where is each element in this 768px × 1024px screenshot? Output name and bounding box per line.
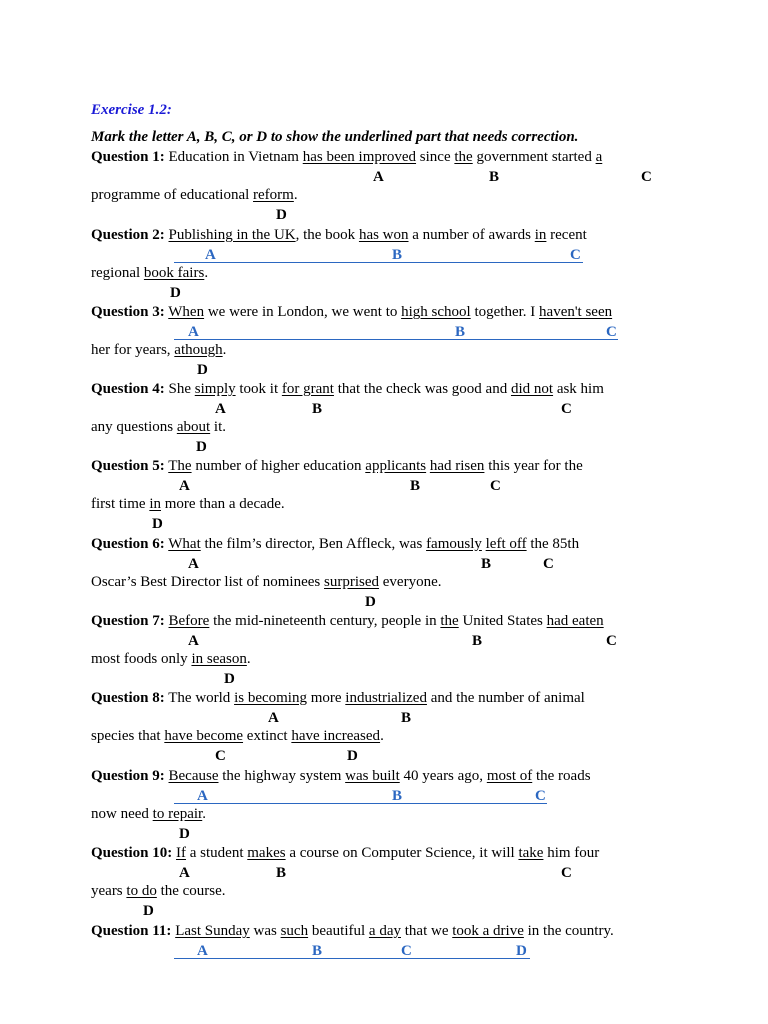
underlined-part: is becoming — [234, 690, 307, 706]
question-10-line-2 — [91, 883, 226, 900]
answer-letter-c: C — [490, 478, 501, 494]
text-segment: . — [293, 187, 298, 203]
text-segment: a student — [186, 845, 248, 861]
underlined-part: in — [149, 496, 161, 512]
answer-rule — [174, 958, 530, 959]
answer-letter-a: A — [188, 633, 199, 649]
question-label: Question 3: — [91, 304, 165, 320]
answer-letter-c: C — [401, 943, 412, 959]
question-11-line-1 — [91, 923, 614, 940]
text-segment: that the check was good and — [333, 381, 511, 397]
answer-letter-b: B — [481, 556, 492, 572]
question-8-line-1 — [91, 690, 585, 707]
text-segment: 40 years ago, — [399, 768, 487, 784]
text-segment: more than a decade. — [161, 496, 285, 512]
text-segment: . — [380, 728, 384, 744]
text-segment: now need — [91, 806, 153, 822]
question-8-line-2 — [91, 728, 384, 745]
text-segment: recent — [546, 227, 587, 243]
text-segment: United States — [458, 613, 547, 629]
underlined-part: to repair — [152, 806, 203, 822]
answer-letter-d: D — [224, 671, 235, 687]
answer-letter-c: C — [215, 748, 226, 764]
text-segment: first time — [91, 496, 150, 512]
underlined-part: a day — [368, 923, 401, 939]
underlined-part: book fairs — [143, 265, 205, 281]
question-1-line-2 — [91, 187, 298, 204]
underlined-part: had risen — [429, 458, 485, 474]
underlined-part: have become — [164, 728, 244, 744]
underlined-part: The — [168, 458, 192, 474]
answer-letter-b: B — [276, 865, 287, 881]
text-segment: Education in Vietnam — [164, 149, 303, 165]
text-segment: a course on Computer Science, it will — [285, 845, 519, 861]
answer-letter-b: B — [410, 478, 421, 494]
underlined-part: When — [168, 304, 205, 320]
question-1-line-1 — [91, 149, 602, 166]
underlined-part: about — [176, 419, 211, 435]
text-segment: . — [204, 265, 209, 281]
underlined-part: the — [440, 613, 459, 629]
text-segment: was — [249, 923, 281, 939]
text-segment: took it — [235, 381, 282, 397]
text-segment: programme of educational — [91, 187, 254, 203]
text-segment: the course. — [156, 883, 226, 899]
answer-rule — [174, 339, 618, 340]
answer-letter-c: C — [535, 788, 546, 804]
answer-letter-a: A — [197, 943, 208, 959]
underlined-part: did not — [510, 381, 554, 397]
text-segment: regional — [91, 265, 144, 281]
underlined-part: had eaten — [546, 613, 604, 629]
answer-letter-d: D — [152, 516, 163, 532]
answer-letter-a: A — [179, 865, 190, 881]
answer-letter-a: A — [197, 788, 208, 804]
text-segment: that we — [401, 923, 453, 939]
text-segment: most foods only — [91, 651, 192, 667]
text-segment: , the book — [295, 227, 359, 243]
underlined-part: took a drive — [452, 923, 524, 939]
text-segment: her for years, — [91, 342, 175, 358]
exercise-title: Exercise 1.2: — [91, 102, 172, 118]
underlined-part: applicants — [365, 458, 427, 474]
answer-letter-d: D — [347, 748, 358, 764]
answer-letter-a: A — [188, 556, 199, 572]
question-7-line-1 — [91, 613, 604, 630]
underlined-part: athough — [174, 342, 223, 358]
text-segment: years — [91, 883, 127, 899]
question-label: Question 6: — [91, 536, 165, 552]
question-label: Question 4: — [91, 381, 165, 397]
answer-letter-c: C — [570, 247, 581, 263]
question-7-line-2 — [91, 651, 251, 668]
text-segment: government started — [472, 149, 596, 165]
underlined-part: for grant — [281, 381, 334, 397]
text-segment: the film’s director, Ben Affleck, was — [200, 536, 427, 552]
answer-letter-b: B — [455, 324, 466, 340]
underlined-part: has won — [358, 227, 409, 243]
text-segment: the highway system — [218, 768, 346, 784]
text-segment: The world — [164, 690, 235, 706]
question-2-line-1 — [91, 227, 587, 244]
underlined-part: Publishing in the UK — [168, 227, 296, 243]
underlined-part: a — [595, 149, 603, 165]
text-segment: we were in London, we went to — [204, 304, 402, 320]
text-segment: . — [222, 342, 227, 358]
underlined-part: to do — [126, 883, 157, 899]
answer-letter-a: A — [373, 169, 384, 185]
text-segment: . — [246, 651, 251, 667]
question-label: Question 9: — [91, 768, 165, 784]
question-9-line-2 — [91, 806, 206, 823]
answer-letter-c: C — [561, 865, 572, 881]
text-segment: species that — [91, 728, 165, 744]
underlined-part: such — [280, 923, 309, 939]
answer-letter-d: D — [179, 826, 190, 842]
underlined-part: haven't seen — [539, 304, 613, 320]
text-segment: this year for the — [484, 458, 583, 474]
question-10-line-1 — [91, 845, 599, 862]
answer-letter-c: C — [543, 556, 554, 572]
text-segment: in the country. — [523, 923, 614, 939]
underlined-part: famously — [426, 536, 482, 552]
question-label: Question 10: — [91, 845, 173, 861]
question-label: Question 7: — [91, 613, 165, 629]
underlined-part: most of — [486, 768, 533, 784]
text-segment: any questions — [91, 419, 177, 435]
answer-letter-d: D — [196, 439, 207, 455]
text-segment: since — [416, 149, 455, 165]
answer-letter-a: A — [179, 478, 190, 494]
text-segment: the mid-nineteenth century, people in — [209, 613, 441, 629]
text-segment: number of higher education — [191, 458, 366, 474]
text-segment: . — [202, 806, 206, 822]
question-label: Question 8: — [91, 690, 165, 706]
question-6-line-1 — [91, 536, 579, 553]
text-segment: together. I — [470, 304, 540, 320]
answer-letter-a: A — [205, 247, 216, 263]
answer-letter-b: B — [312, 401, 323, 417]
underlined-part: Last Sunday — [175, 923, 250, 939]
underlined-part: makes — [247, 845, 286, 861]
answer-letter-c: C — [641, 169, 652, 185]
text-segment: it. — [210, 419, 226, 435]
underlined-part: Because — [168, 768, 219, 784]
question-9-line-1 — [91, 768, 591, 785]
question-5-line-1 — [91, 458, 583, 475]
text-segment: beautiful — [308, 923, 369, 939]
question-3-line-2 — [91, 342, 226, 359]
answer-letter-c: C — [606, 324, 617, 340]
answer-letter-b: B — [401, 710, 412, 726]
underlined-part: What — [168, 536, 201, 552]
question-4-line-2 — [91, 419, 226, 436]
underlined-part: was built — [345, 768, 400, 784]
text-segment: She — [164, 381, 195, 397]
text-segment: ask him — [553, 381, 604, 397]
text-segment: the roads — [532, 768, 591, 784]
question-label: Question 2: — [91, 227, 165, 243]
answer-letter-d: D — [143, 903, 154, 919]
instruction-text: Mark the letter A, B, C, or D to show the underlined part that needs correction. — [91, 129, 579, 145]
text-segment: and the number of animal — [426, 690, 585, 706]
text-segment: extinct — [243, 728, 292, 744]
text-segment: him four — [543, 845, 600, 861]
question-3-line-1 — [91, 304, 612, 321]
question-5-line-2 — [91, 496, 285, 513]
question-label: Question 1: — [91, 149, 165, 165]
answer-letter-d: D — [197, 362, 208, 378]
answer-letter-b: B — [312, 943, 323, 959]
underlined-part: If — [176, 845, 187, 861]
underlined-part: in — [534, 227, 547, 243]
answer-letter-c: C — [606, 633, 617, 649]
text-segment: everyone. — [379, 574, 442, 590]
answer-letter-d: D — [365, 594, 376, 610]
answer-letter-b: B — [472, 633, 483, 649]
question-label: Question 5: — [91, 458, 165, 474]
text-segment: Oscar’s Best Director list of nominees — [91, 574, 325, 590]
answer-letter-b: B — [489, 169, 500, 185]
underlined-part: in season — [191, 651, 247, 667]
underlined-part: simply — [194, 381, 236, 397]
answer-letter-a: A — [268, 710, 279, 726]
answer-rule — [174, 262, 583, 263]
underlined-part: industrialized — [345, 690, 427, 706]
text-segment: a number of awards — [408, 227, 535, 243]
question-2-line-2 — [91, 265, 208, 282]
answer-letter-b: B — [392, 247, 403, 263]
underlined-part: surprised — [324, 574, 380, 590]
answer-letter-d: D — [276, 207, 287, 223]
underlined-part: high school — [401, 304, 471, 320]
question-label: Question 11: — [91, 923, 172, 939]
underlined-part: left off — [485, 536, 527, 552]
answer-letter-c: C — [561, 401, 572, 417]
underlined-part: reform — [253, 187, 294, 203]
question-6-line-2 — [91, 574, 441, 591]
answer-letter-a: A — [188, 324, 199, 340]
answer-letter-d: D — [516, 943, 527, 959]
text-segment: the 85th — [526, 536, 580, 552]
answer-letter-a: A — [215, 401, 226, 417]
underlined-part: Before — [168, 613, 210, 629]
question-4-line-1 — [91, 381, 604, 398]
answer-letter-b: B — [392, 788, 403, 804]
underlined-part: the — [454, 149, 473, 165]
answer-rule — [174, 803, 547, 804]
underlined-part: have increased — [291, 728, 381, 744]
answer-letter-d: D — [170, 285, 181, 301]
underlined-part: has been improved — [302, 149, 417, 165]
underlined-part: take — [518, 845, 544, 861]
text-segment: more — [306, 690, 346, 706]
